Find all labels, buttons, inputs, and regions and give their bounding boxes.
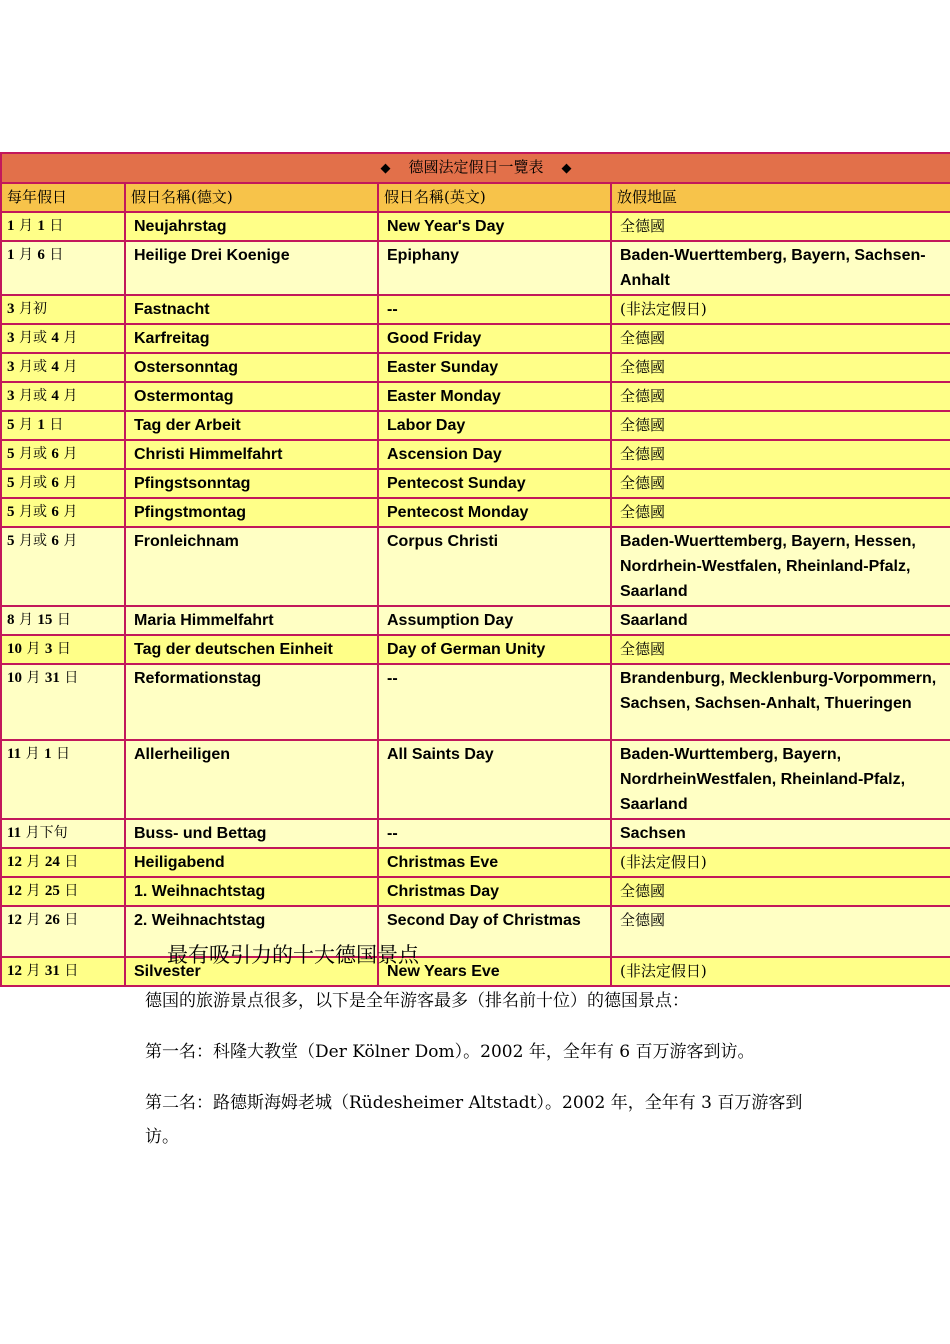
holiday-region: 全德國 (611, 498, 950, 527)
date-unit: 日 (64, 912, 79, 928)
date-unit: 月或 (18, 388, 47, 404)
date-unit: 月 (63, 330, 78, 346)
holiday-region: 全德國 (611, 324, 950, 353)
table-row (1, 411, 950, 440)
table-row (1, 440, 950, 469)
date-number: 6 (37, 247, 45, 263)
holiday-name-english: -- (378, 295, 611, 324)
date-number: 4 (51, 330, 59, 346)
holiday-name-german: Christi Himmelfahrt (125, 440, 378, 469)
date-unit: 月 (63, 446, 78, 462)
date-number: 5 (7, 475, 15, 491)
holiday-name-english: Ascension Day (378, 440, 611, 469)
holiday-name-english: Corpus Christi (378, 527, 611, 606)
table-title-row (1, 153, 950, 183)
date-unit: 月 (18, 612, 33, 628)
holiday-region: 全德國 (611, 906, 950, 957)
holiday-name-german: Heiligabend (125, 848, 378, 877)
table-row (1, 324, 950, 353)
date-number: 1 (37, 417, 45, 433)
holiday-date (1, 411, 125, 440)
table-row (1, 527, 950, 606)
date-unit: 月下旬 (25, 825, 68, 841)
date-unit: 日 (49, 247, 64, 263)
holiday-date (1, 324, 125, 353)
holiday-name-english: New Years Eve (378, 957, 611, 986)
table-row (1, 664, 950, 740)
table-row (1, 906, 950, 957)
holiday-region: (非法定假日) (611, 957, 950, 986)
date-unit: 日 (56, 612, 71, 628)
date-unit: 日 (64, 883, 79, 899)
holiday-region: 全德國 (611, 469, 950, 498)
holiday-name-german: Heilige Drei Koenige (125, 241, 378, 295)
date-unit: 月 (18, 247, 33, 263)
table-row (1, 498, 950, 527)
column-header-english-name: 假日名稱(英文) (378, 183, 611, 212)
date-unit: 月 (26, 963, 41, 979)
holiday-region: 全德國 (611, 353, 950, 382)
holiday-date (1, 295, 125, 324)
holiday-name-english: -- (378, 664, 611, 740)
table-row (1, 877, 950, 906)
holiday-region: 全德國 (611, 411, 950, 440)
holiday-name-english: Assumption Day (378, 606, 611, 635)
holiday-region: Saarland (611, 606, 950, 635)
date-number: 24 (44, 854, 60, 870)
date-number: 3 (7, 330, 15, 346)
date-unit: 月初 (18, 301, 47, 317)
date-unit: 月 (26, 883, 41, 899)
date-number: 25 (44, 883, 60, 899)
holiday-date (1, 664, 125, 740)
date-number: 12 (7, 912, 22, 928)
holiday-name-german: Fastnacht (125, 295, 378, 324)
date-number: 4 (51, 388, 59, 404)
date-unit: 月 (63, 359, 78, 375)
holiday-name-german: Neujahrstag (125, 212, 378, 241)
holiday-name-english: Good Friday (378, 324, 611, 353)
date-number: 31 (44, 670, 60, 686)
table-row (1, 295, 950, 324)
holiday-name-german: Ostermontag (125, 382, 378, 411)
date-number: 1 (37, 218, 45, 234)
date-unit: 月或 (18, 504, 47, 520)
holiday-date (1, 740, 125, 819)
date-number: 3 (7, 301, 15, 317)
table-row (1, 740, 950, 819)
holiday-region: 全德國 (611, 212, 950, 241)
column-header-date: 每年假日 (1, 183, 125, 212)
holiday-region: 全德國 (611, 635, 950, 664)
date-unit: 月 (26, 854, 41, 870)
holiday-name-german: Allerheiligen (125, 740, 378, 819)
holiday-name-german: Karfreitag (125, 324, 378, 353)
date-number: 1 (7, 247, 15, 263)
date-number: 1 (44, 746, 52, 762)
holiday-name-german: Tag der deutschen Einheit (125, 635, 378, 664)
date-number: 12 (7, 963, 22, 979)
date-unit: 月 (18, 417, 33, 433)
date-unit: 月 (63, 533, 78, 549)
table-row (1, 241, 950, 295)
article-paragraph-intro: 德国的旅游景点很多，以下是全年游客最多（排名前十位）的德国景点： (145, 991, 689, 1011)
article-heading: 最有吸引力的十大德国景点 (167, 943, 419, 967)
date-number: 6 (51, 533, 59, 549)
date-unit: 月或 (18, 533, 47, 549)
holiday-table (0, 152, 950, 987)
article-paragraph-rank-1: 第一名：科隆大教堂（Der Kölner Dom）。2002 年，全年有 6 百万游客到访。 (145, 1042, 755, 1062)
date-unit: 月 (26, 670, 41, 686)
diamond-left-icon: ◆ (380, 161, 391, 176)
date-number: 8 (7, 612, 15, 628)
date-unit: 月 (18, 218, 33, 234)
holiday-date (1, 212, 125, 241)
holiday-date (1, 382, 125, 411)
date-unit: 日 (64, 670, 79, 686)
holiday-name-english: Easter Monday (378, 382, 611, 411)
holiday-region: Sachsen (611, 819, 950, 848)
date-number: 3 (44, 641, 53, 657)
holiday-date (1, 819, 125, 848)
date-number: 6 (51, 475, 59, 491)
date-unit: 月 (26, 912, 41, 928)
holiday-name-german: Pfingstmontag (125, 498, 378, 527)
holiday-name-english: Christmas Day (378, 877, 611, 906)
holiday-name-german: Silvester (125, 957, 378, 986)
holiday-name-english: Pentecost Monday (378, 498, 611, 527)
holiday-name-english: All Saints Day (378, 740, 611, 819)
date-number: 6 (51, 504, 59, 520)
holiday-region: 全德國 (611, 440, 950, 469)
date-unit: 月 (63, 475, 78, 491)
holiday-name-english: New Year's Day (378, 212, 611, 241)
table-title: 德國法定假日一覽表 (408, 158, 544, 176)
holiday-date (1, 877, 125, 906)
date-unit: 日 (56, 746, 71, 762)
date-number: 6 (51, 446, 59, 462)
holiday-region: Baden-Wurttemberg, Bayern, NordrheinWestfalen, Rheinland-Pfalz, Saarland (611, 740, 950, 819)
holiday-name-german: Fronleichnam (125, 527, 378, 606)
holiday-date (1, 957, 125, 986)
holiday-name-german: Maria Himmelfahrt (125, 606, 378, 635)
table-row (1, 353, 950, 382)
holiday-name-german: Reformationstag (125, 664, 378, 740)
holiday-date (1, 527, 125, 606)
date-unit: 日 (49, 218, 64, 234)
date-number: 10 (7, 641, 22, 657)
holiday-date (1, 241, 125, 295)
holiday-date (1, 498, 125, 527)
date-unit: 日 (56, 641, 71, 657)
date-unit: 月 (26, 641, 41, 657)
holiday-name-english: Epiphany (378, 241, 611, 295)
column-header-region: 放假地區 (611, 183, 950, 212)
table-header-row (1, 183, 950, 212)
date-number: 3 (7, 388, 15, 404)
date-unit: 日 (64, 963, 79, 979)
holiday-date (1, 353, 125, 382)
holiday-region: Brandenburg, Mecklenburg-Vorpommern, Sachsen, Sachsen-Anhalt, Thueringen (611, 664, 950, 740)
table-row (1, 212, 950, 241)
holiday-region: (非法定假日) (611, 295, 950, 324)
date-number: 31 (44, 963, 60, 979)
holiday-region: Baden-Wuerttemberg, Bayern, Hessen, Nordrhein-Westfalen, Rheinland-Pfalz, Saarland (611, 527, 950, 606)
date-number: 11 (7, 746, 22, 762)
holiday-region: (非法定假日) (611, 848, 950, 877)
table-title-cell (1, 153, 950, 183)
article-paragraph-rank-2: 第二名：路德斯海姆老城（Rüdesheimer Altstadt）。2002 年，全年有 3 百万游客到访。 (145, 1093, 803, 1147)
holiday-name-german: Ostersonntag (125, 353, 378, 382)
date-number: 12 (7, 883, 22, 899)
table-row (1, 469, 950, 498)
holiday-name-german: Pfingstsonntag (125, 469, 378, 498)
date-unit: 日 (64, 854, 79, 870)
holiday-date (1, 469, 125, 498)
date-number: 1 (7, 218, 15, 234)
table-row (1, 635, 950, 664)
table-row (1, 819, 950, 848)
holiday-name-english: Pentecost Sunday (378, 469, 611, 498)
date-number: 12 (7, 854, 22, 870)
holiday-region: Baden-Wuerttemberg, Bayern, Sachsen-Anhalt (611, 241, 950, 295)
date-number: 11 (7, 825, 22, 841)
date-number: 4 (51, 359, 59, 375)
date-number: 5 (7, 417, 15, 433)
holiday-date (1, 635, 125, 664)
holiday-name-english: -- (378, 819, 611, 848)
holiday-date (1, 606, 125, 635)
table-row (1, 382, 950, 411)
diamond-right-icon: ◆ (561, 161, 572, 176)
date-number: 15 (37, 612, 53, 628)
holiday-name-english: Labor Day (378, 411, 611, 440)
date-unit: 月或 (18, 359, 47, 375)
holiday-date (1, 906, 125, 957)
holiday-region: 全德國 (611, 382, 950, 411)
date-unit: 月 (25, 746, 40, 762)
holiday-date (1, 848, 125, 877)
column-header-german-name: 假日名稱(德文) (125, 183, 378, 212)
date-unit: 月或 (18, 330, 47, 346)
holiday-name-english: Easter Sunday (378, 353, 611, 382)
date-unit: 月或 (18, 475, 47, 491)
holiday-name-english: Christmas Eve (378, 848, 611, 877)
date-number: 10 (7, 670, 22, 686)
date-unit: 月或 (18, 446, 47, 462)
holiday-date (1, 440, 125, 469)
date-number: 5 (7, 533, 15, 549)
date-number: 3 (7, 359, 15, 375)
table-row (1, 957, 950, 986)
holiday-name-english: Day of German Unity (378, 635, 611, 664)
date-unit: 月 (63, 504, 78, 520)
table-row (1, 606, 950, 635)
holiday-name-english: Second Day of Christmas (378, 906, 611, 957)
date-unit: 月 (63, 388, 78, 404)
holiday-name-german: Tag der Arbeit (125, 411, 378, 440)
holiday-region: 全德國 (611, 877, 950, 906)
holiday-name-german: 1. Weihnachtstag (125, 877, 378, 906)
date-unit: 日 (49, 417, 64, 433)
date-number: 5 (7, 504, 15, 520)
date-number: 5 (7, 446, 15, 462)
holiday-name-german: 2. Weihnachtstag (125, 906, 378, 957)
table-row (1, 848, 950, 877)
holiday-name-german: Buss- und Bettag (125, 819, 378, 848)
date-number: 26 (44, 912, 60, 928)
holiday-table-container (0, 152, 950, 987)
